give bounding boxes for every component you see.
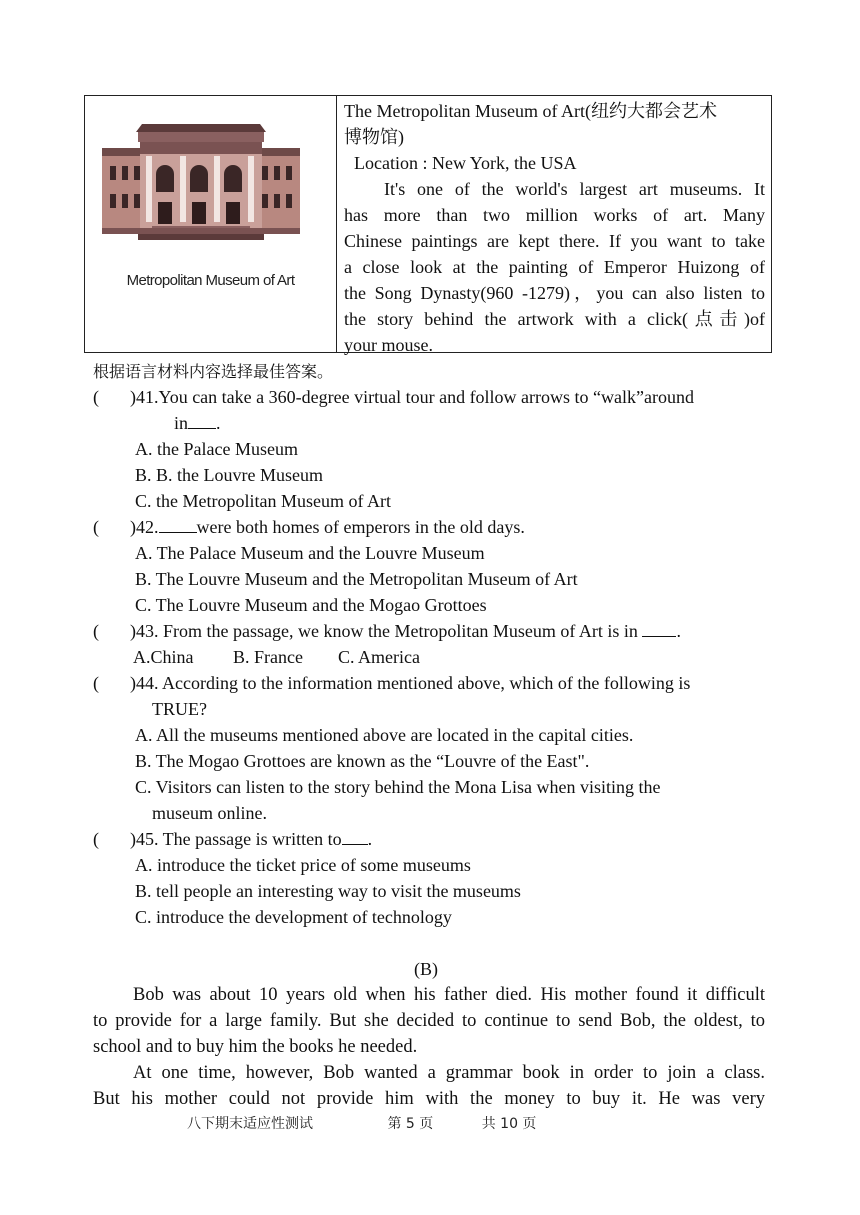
paragraph-line: school and to buy him the books he needed. — [93, 1037, 418, 1057]
image-caption: Metropolitan Museum of Art — [126, 272, 295, 289]
question-44-stem: )44. According to the information mentioned above, which of the following is — [130, 673, 691, 693]
museum-description-cell — [344, 98, 765, 358]
option-b: B. tell people an interesting way to visit the museums — [135, 881, 521, 901]
answer-paren: ( — [93, 387, 99, 407]
option-a: A. The Palace Museum and the Louvre Museum — [135, 543, 485, 563]
answer-blank — [188, 413, 216, 429]
museum-desc-line: your mouse. — [344, 335, 433, 355]
museum-building-illustration — [102, 122, 300, 246]
question-41-stem: )41.You can take a 360-degree virtual tour and follow arrows to “walk”around — [130, 387, 694, 407]
option-c: C. The Louvre Museum and the Mogao Grottoes — [135, 595, 487, 615]
option-c: C. the Metropolitan Museum of Art — [135, 491, 391, 511]
question-42-stem-end: were both homes of emperors in the old days. — [196, 517, 525, 537]
footer-total-pages: 共 10 页 — [481, 1116, 537, 1132]
option-b: B. The Louvre Museum and the Metropolitan Museum of Art — [135, 569, 578, 589]
option-a: A. the Palace Museum — [135, 439, 298, 459]
question-43-stem-a: )43. From the passage, we know the Metropolitan Museum of Art is in — [130, 621, 638, 641]
question-45-stem — [130, 827, 372, 851]
answer-blank — [159, 517, 197, 533]
option-a: A. introduce the ticket price of some museums — [135, 855, 471, 875]
footer-page-number: 第 5 页 — [387, 1116, 434, 1132]
option-a: A.China — [133, 647, 194, 667]
museum-info-table — [84, 95, 772, 353]
museum-desc-line: the Song Dynasty(960 -1279)，you can also listen to — [344, 283, 765, 303]
answer-paren: ( — [93, 621, 99, 641]
paragraph-line: But his mother could not provide him with the money to buy it. He was very — [93, 1089, 765, 1109]
page-footer — [187, 1113, 536, 1133]
museum-desc-line: the story behind the artwork with a click(点击)of — [344, 309, 765, 329]
option-b: B. The Mogao Grottoes are known as the “Louvre of the East". — [135, 751, 590, 771]
answer-blank — [642, 621, 676, 637]
question-41-stem-b: in — [174, 413, 189, 433]
question-43-stem — [130, 619, 681, 643]
paragraph-line: to provide for a large family. But she decided to continue to send Bob, the oldest, to — [93, 1011, 765, 1031]
answer-paren: ( — [93, 517, 99, 537]
question-42-stem — [130, 515, 525, 539]
question-41-stem-cont — [174, 411, 221, 435]
answer-blank — [342, 829, 368, 845]
option-c: C. Visitors can listen to the story behind the Mona Lisa when visiting the — [135, 777, 661, 797]
question-43-stem-end: . — [676, 621, 681, 641]
table-divider — [336, 96, 337, 352]
paragraph-line: At one time, however, Bob wanted a grammar book in order to join a class. — [133, 1063, 765, 1083]
question-45-stem-end: . — [367, 829, 373, 849]
option-b: B. France — [233, 647, 303, 667]
option-b: B. B. the Louvre Museum — [135, 465, 323, 485]
option-a: A. All the museums mentioned above are located in the capital cities. — [135, 725, 634, 745]
question-41-stem-end: . — [216, 413, 221, 433]
option-c: C. introduce the development of technology — [135, 907, 452, 927]
museum-desc-line: Chinese paintings are kept there. If you want to take — [344, 231, 765, 251]
instruction-text: 根据语言材料内容选择最佳答案。 — [93, 362, 334, 381]
answer-paren: ( — [93, 673, 99, 693]
question-45-stem-a: )45. The passage is written to — [130, 829, 342, 849]
option-c-cont: museum online. — [152, 803, 267, 823]
museum-location: Location : New York, the USA — [354, 153, 577, 173]
option-c: C. America — [338, 647, 420, 667]
section-b-heading: (B) — [414, 959, 438, 979]
footer-exam-name: 八下期末适应性测试 — [187, 1116, 313, 1132]
museum-desc-line: has more than two million works of art. Many — [344, 205, 765, 225]
museum-title-line2: 博物馆) — [344, 127, 404, 147]
answer-paren: ( — [93, 829, 99, 849]
museum-desc-line: It's one of the world's largest art museums. It — [384, 179, 765, 199]
museum-title-line1: The Metropolitan Museum of Art(纽约大都会艺术 — [344, 101, 717, 121]
paragraph-line: Bob was about 10 years old when his father died. His mother found it difficult — [133, 985, 765, 1005]
museum-desc-line: a close look at the painting of Emperor Huizong of — [344, 257, 765, 277]
question-44-stem-cont: TRUE? — [152, 699, 207, 719]
museum-image-cell — [85, 96, 336, 352]
question-42-stem-a: )42. — [130, 517, 159, 537]
